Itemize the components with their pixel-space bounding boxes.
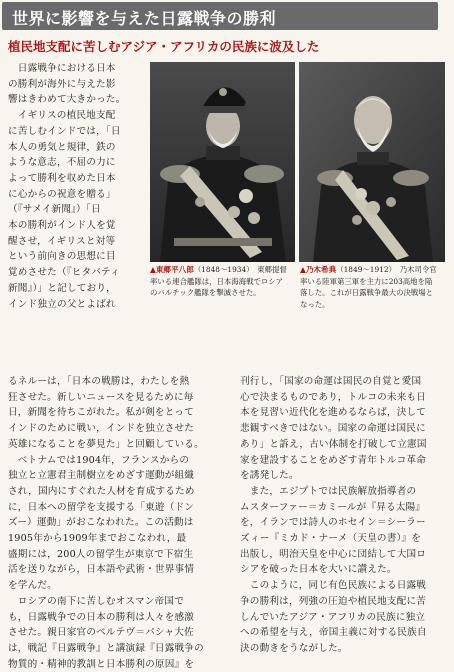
text-line: 活を送りながら，日本語や武術・世界事情 [8, 564, 195, 576]
text-line: 1905年から1909年までおこなわれ，最 [8, 533, 187, 545]
photo-caption-nogi [300, 264, 437, 310]
text-line: 狂させた。新しいニュースを見るために毎 [8, 391, 194, 403]
portrait-illustration [150, 62, 295, 262]
text-line: 英雄になることを夢見た」と回顧している。 [8, 438, 204, 450]
text-line: ズィー『ミカド・ナーメ（天皇の書）』を [240, 533, 422, 545]
text-line: ような意志，不屈の力に [8, 157, 116, 169]
text-column-bottom-left [8, 374, 230, 672]
caption-line: 落した。これが日露戦争最大の決戦場と [300, 288, 434, 297]
text-line: 家を建設することをめざす青年トルコ革命 [240, 454, 427, 466]
text-line: 日露戦争における日本 [8, 63, 116, 74]
text-column-right [240, 374, 448, 657]
portrait-illustration [299, 62, 445, 262]
text-line: ズー）運動」がおこなわれた。この活動は [8, 517, 194, 529]
text-line: 争の勝利は，列強の圧迫や植民地支配に苦 [240, 595, 427, 607]
text-line: （『サメイ新聞』）「日 [8, 204, 101, 216]
text-line: シアを破った日本を大いに讃えた。 [240, 564, 397, 576]
text-line: 日，新聞を待ちこがれた。私が剣をとって [8, 407, 194, 419]
section-header [2, 2, 438, 30]
text-line: に苦しむインドでは，「日 [8, 125, 121, 137]
text-line: 本を見習い近代化を進めるならば，決して [240, 407, 427, 419]
text-line: 刊行し，「国家の命運は国民の自覚と愛国 [240, 376, 422, 387]
text-line: インド独立の父とよばれ [8, 298, 116, 310]
text-line: 本人の勇気と規律，鉄の [8, 141, 116, 153]
caption-dates: （1849～1912） 乃木司令官 [336, 265, 437, 274]
text-line: 覚めさせた（『ヒタバティ [8, 267, 120, 279]
caption-name: ▲乃木希典 [300, 265, 337, 274]
photo-togo-heihachiro [150, 62, 295, 262]
text-line: このように，同じ有色民族による日露戦 [240, 580, 427, 592]
text-line: ムスターファー＝カミールが『昇る太陽』 [240, 501, 426, 513]
text-line: に，日本への留学を支援する「東遊（ドン [8, 501, 195, 513]
caption-line: 率いる陸軍第三軍を主力に203高地を陥 [300, 276, 433, 286]
photo-nogi-maresuke [299, 62, 445, 262]
text-line: の勝利が海外に与えた影 [8, 78, 116, 90]
text-line: インドのために戦い，インドを独立させた [8, 423, 195, 435]
text-line: ロシアの南下に苦しむオスマン帝国で [8, 595, 184, 607]
text-line: を誘発した。 [240, 470, 299, 482]
text-line: 出版し，明治天皇を中心に団結して大国ロ [240, 548, 427, 560]
text-line: に心からの祝意を贈る」 [8, 188, 116, 200]
text-line: 盛期には，200人の留学生が東京で下宿生 [8, 548, 194, 560]
text-line: され，国内にすぐれた人材を育成するため [8, 485, 195, 497]
text-column-top-left [8, 61, 148, 312]
caption-line: のバルチック艦隊を撃滅させた。 [150, 288, 261, 297]
text-line: ベトナムでは1904年，フランスからの [8, 454, 190, 466]
text-line: また，エジプトでは民族解放指導者の [240, 485, 417, 497]
caption-name: ▲東郷平八郎 [150, 265, 194, 274]
text-line: るネルーは，「日本の戦勝は，わたしを熱 [8, 376, 190, 387]
text-line: 独立と立憲君主制樹立をめざす運動が組織 [8, 470, 195, 482]
photo-caption-togo [150, 264, 287, 299]
text-line: という前向きの思想に目 [8, 251, 116, 263]
text-line: 物質的・精神的教訓と日本勝利の原因』を [8, 658, 195, 670]
text-line: 醒させ，イギリスと対等 [8, 235, 116, 247]
text-line: 悲観すべきではない。国家の命運は国民に [240, 423, 426, 435]
caption-dates: （1848～1934） 東郷提督 [193, 265, 287, 274]
text-line: も，日露戦争での日本の勝利は人々を感激 [8, 611, 195, 623]
section-subtitle: 植民地支配に苦しむアジア・アフリカの民族に波及した [8, 39, 320, 54]
text-line: 心で決まるものであり，トルコの未来も日 [240, 391, 427, 403]
text-line: よって勝利を収めた日本 [8, 172, 116, 184]
text-line: あり」と訴え，古い体制を打破して立憲国 [240, 438, 427, 450]
caption-line [150, 264, 287, 276]
text-line: 新聞』）」と記しており， [8, 282, 116, 294]
text-line: 決の動きをうながした。 [240, 642, 348, 654]
caption-line [300, 264, 437, 276]
text-line: は，戦記『日露戦争』と講演録『日露戦争の [8, 642, 204, 654]
text-line: 本の勝利がインド人を覚 [8, 220, 116, 232]
caption-line: なった。 [300, 299, 330, 309]
caption-line: 率いる連合艦隊は，日本海海戦でロシア [150, 276, 284, 286]
text-line: を，イランでは詩人のホセイン＝シーラー [240, 517, 426, 529]
text-line: への希望を与え，帝国主義に対する民族自 [240, 627, 427, 639]
text-line: イギリスの植民地支配 [8, 110, 116, 122]
text-line: しんでいたアジア・アフリカの民族に独立 [240, 611, 426, 623]
section-title: 世界に影響を与えた日露戦争の勝利 [12, 9, 277, 28]
text-line: 響はきわめて大きかった。 [8, 94, 126, 106]
text-line: を学んだ。 [8, 580, 57, 592]
text-line: させた。親日家官のベルテヴ＝パシャ大佐 [8, 627, 194, 639]
